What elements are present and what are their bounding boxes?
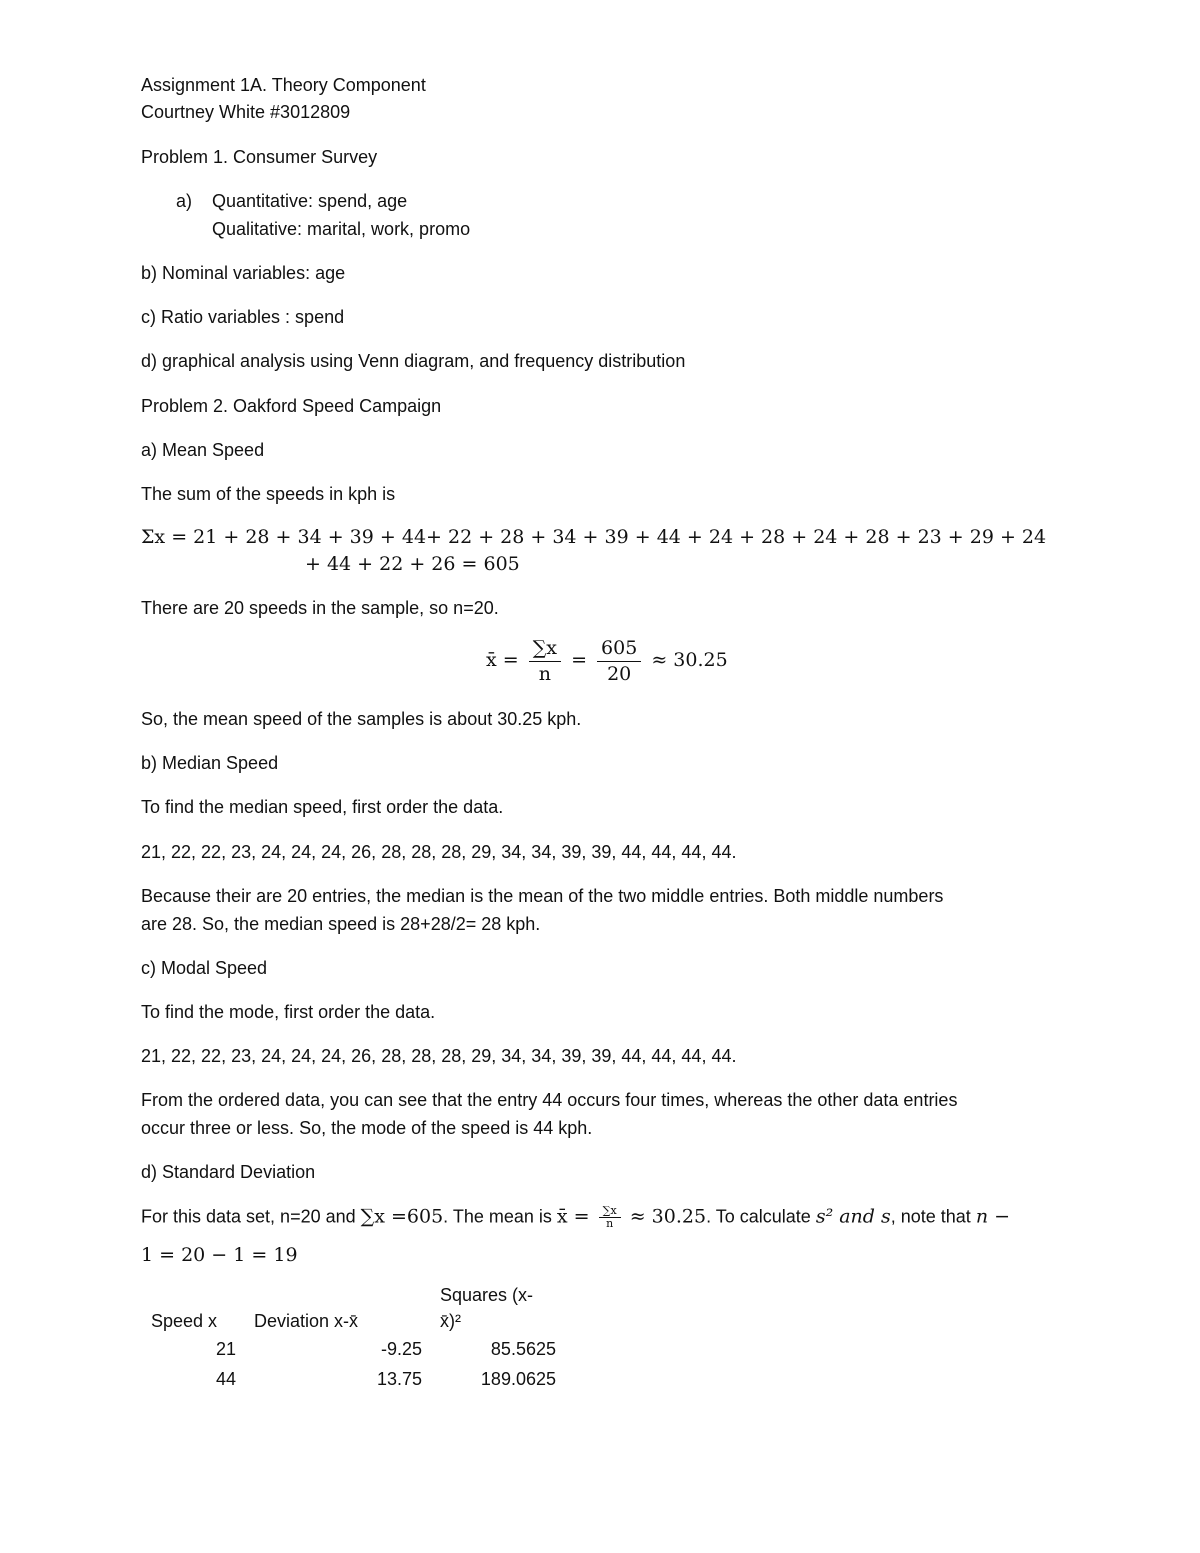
- document-title: Assignment 1A. Theory Component: [141, 75, 426, 95]
- stddev-intro-line2: 1 = 20 − 1 = 19: [141, 1244, 298, 1266]
- mean-fraction-numeric: [597, 636, 641, 686]
- mean-equals: =: [571, 649, 587, 672]
- median-ordered-data: 21, 22, 22, 23, 24, 24, 24, 26, 28, 28, 28, 29, 34, 34, 39, 39, 44, 44, 44, 44.: [141, 842, 737, 862]
- stddev-approx: ≈ 30.25: [629, 1205, 707, 1228]
- mean-conclusion: So, the mean speed of the samples is about 30.25 kph.: [141, 709, 582, 729]
- sum-equation-line2: + 44 + 22 + 26 = 605: [305, 553, 520, 575]
- problem2-d-heading: d) Standard Deviation: [141, 1162, 316, 1182]
- sample-size-text: There are 20 speeds in the sample, so n=20.: [141, 598, 499, 618]
- problem2-heading: Problem 2. Oakford Speed Campaign: [141, 396, 442, 416]
- sum-intro: The sum of the speeds in kph is: [141, 484, 396, 504]
- table-row: [141, 1334, 556, 1364]
- table-header-deviation: Deviation x-x̄: [254, 1311, 359, 1332]
- table-header-row: [141, 1282, 556, 1334]
- stddev-mean-fraction: [599, 1205, 621, 1230]
- stddev-sum: ∑x =605: [360, 1205, 444, 1228]
- problem1-b: b) Nominal variables: age: [141, 263, 346, 283]
- table-cell-speed: 21: [215, 1338, 236, 1359]
- table-header-squares: [440, 1282, 556, 1334]
- problem1-a-qualitative: Qualitative: marital, work, promo: [212, 219, 471, 239]
- author-line: Courtney White #3012809: [141, 102, 351, 122]
- table-cell-square: 85.5625: [490, 1338, 556, 1359]
- mean-lhs: x̄ =: [486, 649, 519, 672]
- mode-intro: To find the mode, first order the data.: [141, 1002, 436, 1022]
- mode-explanation-2: occur three or less. So, the mode of the speed is 44 kph.: [141, 1118, 593, 1138]
- mean-frac1-numerator: ∑x: [529, 636, 561, 662]
- mean-fraction-symbolic: [529, 636, 561, 686]
- deviation-table: [141, 1282, 556, 1394]
- mean-approx: ≈ 30.25: [651, 649, 728, 672]
- mean-equation: [486, 636, 728, 686]
- stddev-frac-denominator: n: [606, 1217, 614, 1231]
- table-cell-square: 189.0625: [480, 1368, 556, 1389]
- stddev-s2: s² and s: [815, 1205, 891, 1228]
- sum-equation-line1: Σx = 21 + 28 + 34 + 39 + 44+ 22 + 28 + 34 + 39 + 44 + 24 + 28 + 24 + 28 + 23 + 29 + 24: [141, 526, 1047, 548]
- mean-frac2-denominator: 20: [607, 662, 632, 685]
- problem2-a-heading: a) Mean Speed: [141, 440, 265, 460]
- stddev-intro-line1: [141, 1205, 1010, 1230]
- stddev-text-2: . The mean is: [443, 1206, 552, 1227]
- stddev-text-4: , note that: [890, 1206, 971, 1227]
- stddev-n: n −: [975, 1205, 1011, 1228]
- table-row: [141, 1364, 556, 1394]
- stddev-text-3: . To calculate: [706, 1206, 811, 1227]
- problem1-heading: Problem 1. Consumer Survey: [141, 147, 378, 167]
- problem2-b-heading: b) Median Speed: [141, 753, 279, 773]
- table-cell-speed: 44: [215, 1368, 236, 1389]
- stddev-frac-numerator: ∑x: [599, 1205, 621, 1218]
- problem1-a-quantitative: Quantitative: spend, age: [212, 191, 408, 211]
- mode-explanation-1: From the ordered data, you can see that the entry 44 occurs four times, whereas the other data entries: [141, 1090, 958, 1110]
- stddev-xbar: x̄ =: [556, 1205, 590, 1228]
- stddev-text-1: For this data set, n=20 and: [141, 1206, 356, 1227]
- median-intro: To find the median speed, first order the data.: [141, 797, 504, 817]
- problem1-c: c) Ratio variables : spend: [141, 307, 345, 327]
- table-cell-deviation: -9.25: [380, 1338, 422, 1359]
- problem1-d: d) graphical analysis using Venn diagram, and frequency distribution: [141, 351, 686, 371]
- mode-ordered-data: 21, 22, 22, 23, 24, 24, 24, 26, 28, 28, 28, 29, 34, 34, 39, 39, 44, 44, 44, 44.: [141, 1046, 737, 1066]
- median-explanation-1: Because their are 20 entries, the median is the mean of the two middle entries. Both middle numbers: [141, 886, 944, 906]
- median-explanation-2: are 28. So, the median speed is 28+28/2= 28 kph.: [141, 914, 541, 934]
- table-header-speed: Speed x: [151, 1311, 218, 1332]
- mean-frac2-numerator: 605: [597, 636, 641, 662]
- table-header-squares-line1: Squares (x-: [440, 1285, 534, 1305]
- table-cell-deviation: 13.75: [376, 1368, 422, 1389]
- problem1-a-marker: a): [176, 191, 193, 211]
- mean-frac1-denominator: n: [538, 662, 551, 685]
- table-header-squares-line2: x̄)²: [440, 1311, 461, 1332]
- problem2-c-heading: c) Modal Speed: [141, 958, 268, 978]
